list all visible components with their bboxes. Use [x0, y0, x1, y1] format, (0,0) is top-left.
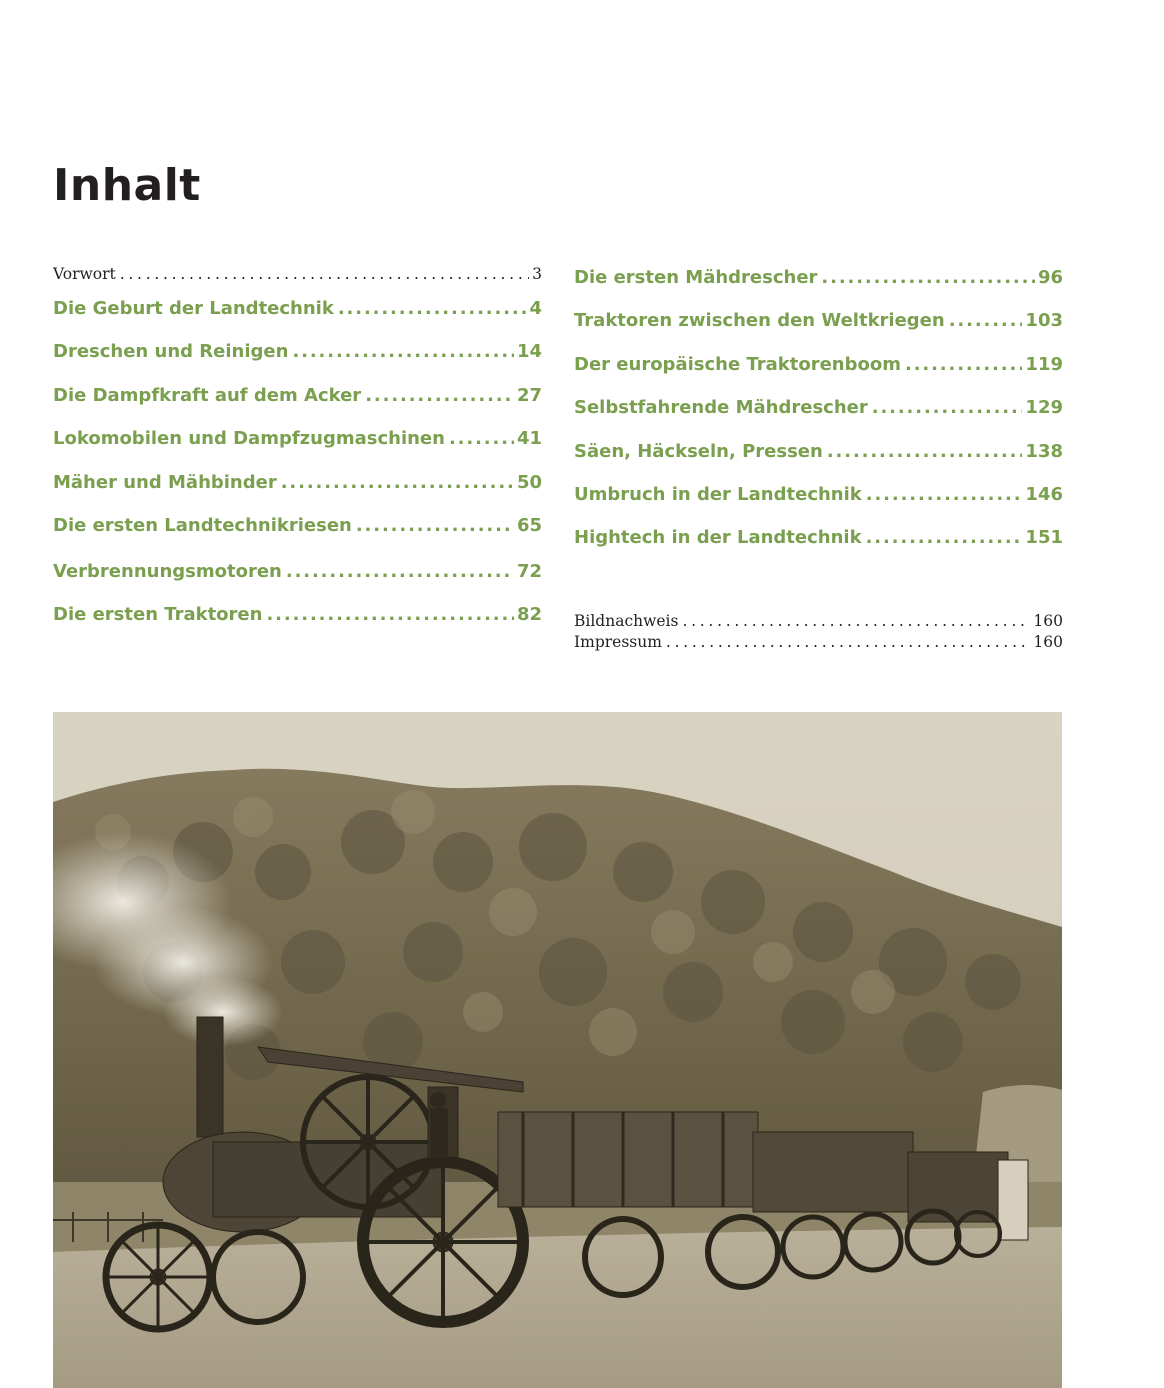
leader-dots: [949, 309, 1023, 333]
toc-entry-page: 160: [1033, 632, 1063, 651]
toc-entry-page: 138: [1025, 440, 1063, 462]
toc-entry-page: 14: [516, 341, 542, 363]
leader-dots: [821, 266, 1035, 290]
leader-dots: [266, 603, 513, 627]
toc-column-left: [53, 264, 542, 647]
toc-column-right: [574, 266, 1063, 653]
toc-entry-page: 4: [529, 298, 542, 319]
leader-dots: [666, 632, 1030, 652]
toc-entry-chapter[interactable]: [574, 483, 1063, 526]
leader-dots: [338, 297, 527, 321]
toc-entry-page: 96: [1037, 267, 1063, 288]
toc-entry-impressum[interactable]: [574, 632, 1063, 653]
toc-entry-label: Die Dampfkraft auf dem Acker: [53, 384, 362, 406]
toc-entry-chapter[interactable]: [53, 471, 542, 514]
toc-entry-label: Die ersten Traktoren: [53, 604, 263, 626]
toc-entry-bildnachweis[interactable]: [574, 611, 1063, 632]
toc-entry-label: Traktoren zwischen den Weltkriegen: [574, 310, 945, 332]
toc-entry-label: Verbrennungsmotoren: [53, 560, 282, 582]
toc-entry-chapter[interactable]: [53, 427, 542, 470]
toc-entry-label: Der europäische Traktorenboom: [574, 353, 901, 375]
toc-entry-label: Die Geburt der Landtechnik: [53, 298, 334, 319]
toc-entry-label: Die ersten Landtechnikriesen: [53, 514, 352, 536]
leader-dots: [449, 427, 514, 451]
toc-entry-label: Dreschen und Reinigen: [53, 341, 289, 363]
toc-entry-page: 41: [516, 428, 542, 450]
toc-entry-chapter[interactable]: [53, 603, 542, 646]
toc-entry-page: 103: [1025, 310, 1063, 332]
toc-entry-page: 3: [532, 265, 542, 283]
leader-dots: [866, 483, 1023, 507]
toc-entry-page: 65: [516, 514, 542, 536]
toc-entry-chapter[interactable]: [53, 340, 542, 383]
toc-entry-page: 146: [1025, 483, 1063, 505]
toc-entry-chapter[interactable]: [574, 396, 1063, 439]
toc-entry-label: Selbstfahrende Mähdrescher: [574, 397, 868, 419]
toc-entry-chapter[interactable]: [53, 560, 542, 603]
toc-entry-label: Die ersten Mähdrescher: [574, 267, 818, 288]
leader-dots: [292, 340, 514, 364]
toc-entry-page: 129: [1025, 397, 1063, 419]
toc-entry-chapter[interactable]: [574, 440, 1063, 483]
toc-spacer: [574, 570, 1063, 611]
toc-entry-label: Vorwort: [53, 265, 116, 283]
leader-dots: [365, 384, 514, 408]
toc-entry-chapter[interactable]: [574, 526, 1063, 569]
toc-entry-page: 119: [1025, 353, 1063, 375]
toc-entry-vorwort[interactable]: [53, 264, 542, 297]
leader-dots: [682, 611, 1030, 631]
toc-entry-page: 27: [516, 384, 542, 406]
driver-figure: [430, 1092, 448, 1158]
leader-dots: [356, 514, 514, 538]
toc-entry-label: Umbruch in der Landtechnik: [574, 483, 862, 505]
toc-entry-label: Säen, Häckseln, Pressen: [574, 440, 823, 462]
toc-entry-page: 160: [1033, 611, 1063, 630]
toc-entry-label: Mäher und Mähbinder: [53, 471, 277, 493]
toc-entry-label: Hightech in der Landtechnik: [574, 527, 862, 549]
leader-dots: [286, 560, 514, 584]
toc-entry-page: 50: [516, 471, 542, 493]
toc-entry-chapter[interactable]: [53, 384, 542, 427]
leader-dots: [872, 396, 1023, 420]
sepia-photo-steam-traction-engine: [53, 712, 1062, 1388]
toc-entry-page: 72: [516, 560, 542, 582]
leader-dots: [827, 440, 1023, 464]
leader-dots: [281, 471, 514, 495]
toc-entry-page: 151: [1025, 527, 1063, 549]
leader-dots: [120, 264, 529, 284]
toc-entry-chapter[interactable]: [574, 353, 1063, 396]
toc-entry-page: 82: [516, 604, 542, 626]
toc-entry-chapter[interactable]: [53, 514, 542, 560]
toc-entry-label: Bildnachweis: [574, 611, 679, 630]
toc-entry-label: Lokomobilen und Dampfzugmaschinen: [53, 428, 445, 450]
leader-dots: [905, 353, 1022, 377]
page-title: Inhalt: [53, 160, 201, 211]
leader-dots: [866, 526, 1023, 550]
toc-entry-chapter[interactable]: [574, 266, 1063, 309]
toc-entry-chapter[interactable]: [574, 309, 1063, 352]
toc-entry-label: Impressum: [574, 632, 662, 651]
toc-entry-chapter[interactable]: [53, 297, 542, 340]
